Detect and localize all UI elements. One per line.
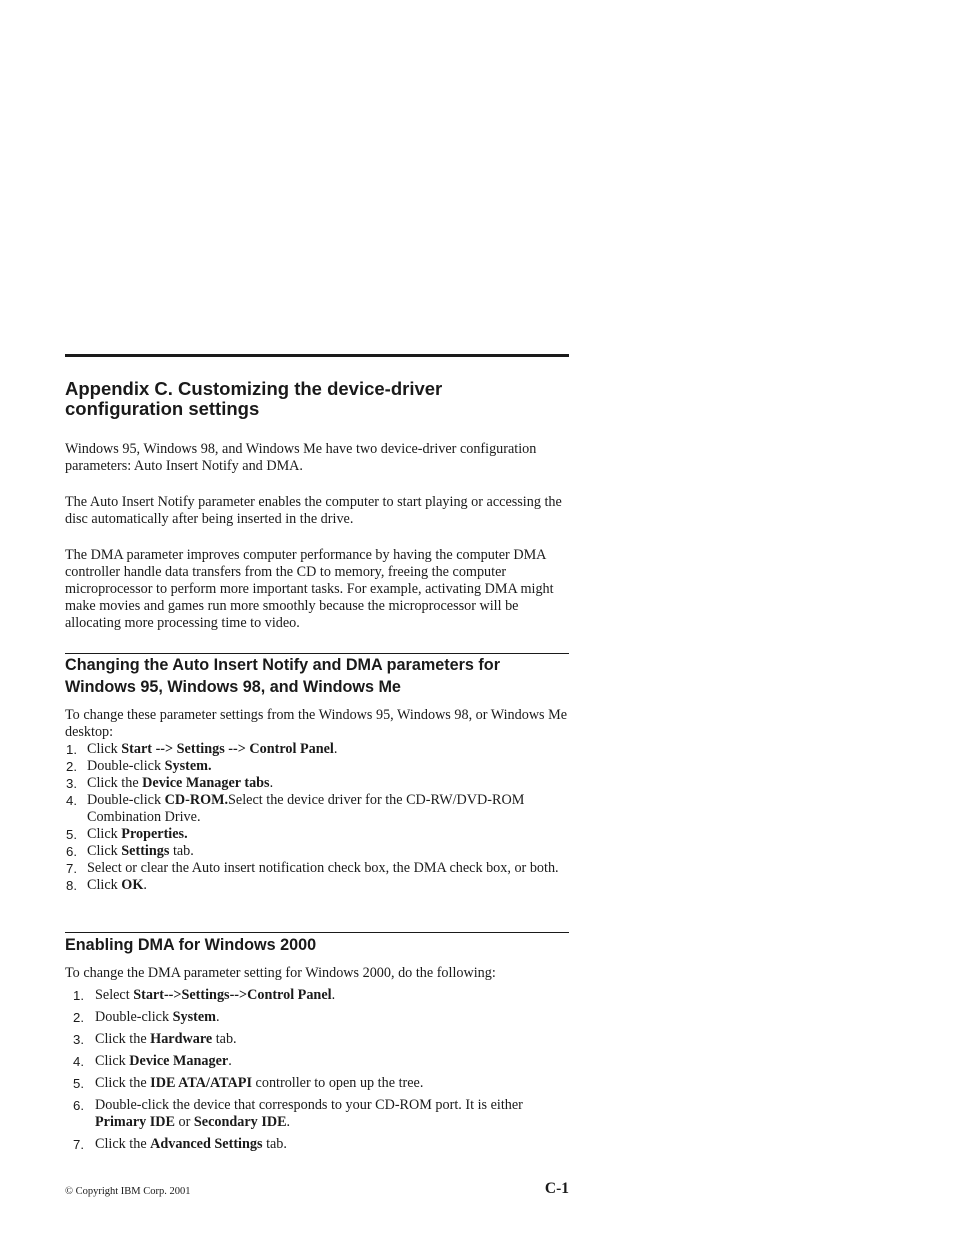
section2-heading: Enabling DMA for Windows 2000 (65, 936, 317, 954)
step-number: 5. (66, 827, 77, 842)
intro-paragraph-3: The DMA parameter improves computer performance by having the computer DMA controller handle data transfers from the CD to memory, freeing the computer microprocessor to perform more important tasks. For example, activating DMA might make movies and games run more smoothly because the microprocessor will be allocating more processing time to video. (65, 547, 554, 631)
section1-steps (65, 741, 569, 894)
section1-heading-line2: Windows 95, Windows 98, and Windows Me (65, 678, 401, 696)
step-number: 7. (73, 1137, 84, 1152)
list-item: 3. Click the Device Manager tabs. (66, 775, 274, 791)
appendix-title (65, 379, 442, 419)
step-number: 2. (66, 759, 77, 774)
list-item: 6. Double-click the device that corresponds to your CD-ROM port. It is either Primary IDE or Secondary IDE. (65, 1097, 569, 1131)
step-number: 7. (66, 861, 77, 876)
list-item: 4. Click Device Manager. (65, 1053, 569, 1070)
list-item: 6. Click Settings tab. (66, 843, 194, 859)
list-item: 2. Double-click System. (65, 1009, 569, 1026)
step-number: 4. (73, 1054, 84, 1069)
copyright-footer: © Copyright IBM Corp. 2001 (65, 1186, 191, 1197)
list-item: 1. Select Start-->Settings-->Control Panel. (65, 987, 569, 1004)
list-item: 2. Double-click System. (66, 758, 212, 774)
list-item: 3. Click the Hardware tab. (65, 1031, 569, 1048)
list-item: 4. Double-click CD-ROM.Select the device driver for the CD-RW/DVD-ROM Combination Drive. (66, 792, 525, 825)
section2-rule (65, 932, 569, 933)
step-number: 8. (66, 878, 77, 893)
appendix-title-line1: Appendix C. Customizing the device-driver (65, 378, 443, 399)
document-page (65, 0, 569, 1235)
step-number: 3. (73, 1032, 84, 1047)
section1-heading (65, 654, 500, 698)
step-number: 6. (66, 844, 77, 859)
step-number: 4. (66, 793, 77, 808)
section1-intro: To change these parameter settings from the Windows 95, Windows 98, or Windows Me desktop: (65, 707, 568, 740)
step-number: 6. (73, 1098, 84, 1113)
step-number: 1. (66, 742, 77, 757)
list-item: 5. Click Properties. (66, 826, 188, 842)
intro-paragraph-1: Windows 95, Windows 98, and Windows Me have two device-driver configuration parameters: Auto Insert Notify and DMA. (65, 441, 537, 474)
appendix-top-rule (65, 354, 569, 357)
section2-intro: To change the DMA parameter setting for Windows 2000, do the following: (65, 965, 496, 981)
appendix-title-line2: configuration settings (65, 398, 260, 419)
list-item: 8. Click OK. (66, 877, 147, 893)
list-item: 7. Click the Advanced Settings tab. (65, 1136, 569, 1153)
page-number: C-1 (544, 1180, 569, 1197)
step-number: 2. (73, 1010, 84, 1025)
intro-paragraph-2: The Auto Insert Notify parameter enables the computer to start playing or accessing the disc automatically after being inserted in the drive. (65, 494, 562, 527)
list-item: 1. Click Start --> Settings --> Control Panel. (66, 741, 338, 757)
section1-heading-line1: Changing the Auto Insert Notify and DMA parameters for (65, 656, 500, 674)
step-number: 1. (73, 988, 84, 1003)
list-item: 7. Select or clear the Auto insert notification check box, the DMA check box, or both. (66, 860, 559, 876)
step-number: 5. (73, 1076, 84, 1091)
section2-steps (65, 987, 569, 1158)
list-item: 5. Click the IDE ATA/ATAPI controller to open up the tree. (65, 1075, 569, 1092)
step-number: 3. (66, 776, 77, 791)
